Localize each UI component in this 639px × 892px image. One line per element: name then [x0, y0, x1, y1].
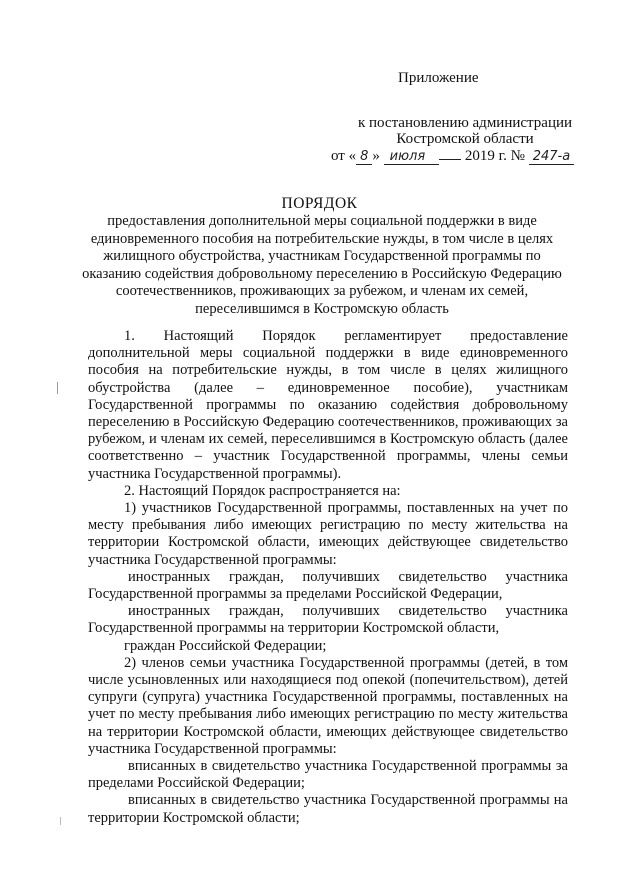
document-body: [88, 328, 568, 827]
date-blank: [439, 147, 461, 160]
document-subtitle: предоставления дополнительной меры социальной поддержки в виде единовременного пособия на потребительские нужды, в том числе в целях жилищного обустройства, участникам Государственной программы по оказанию содействия добровольному переселению в Российскую Федерацию соотечественников, проживающих за рубежом, и членам их семей, переселившимся в Костромскую область: [82, 213, 562, 317]
decree-number: 247-а: [529, 150, 574, 165]
paragraph: граждан Российской Федерации;: [124, 637, 327, 654]
paragraph: иностранных граждан, получивших свидетельство участника Государственной программы на территории Костромской области,: [88, 603, 568, 637]
date-year: 2019 г. №: [464, 148, 525, 164]
decree-line-2: Костромской области: [396, 131, 534, 147]
paragraph: 1) участников Государственной программы, поставленных на учет по месту пребывания либо имеющих регистрацию по месту жительства на территории Костромской области, имеющих действующее свидетельство участника Государственной программы:: [88, 500, 568, 568]
decree-line-1: к постановлению администрации: [357, 115, 573, 131]
paragraph: 2) членов семьи участника Государственной программы (детей, в том числе усыновленных или находящиеся под опекой (попечительством), детей супруги (супруга) участника Государственной программы, поставленных на учет по месту пребывания либо имеющих регистрацию по месту жительства на территории Костромской области, имеющих действующее свидетельство участника Государственной программы:: [88, 654, 568, 757]
paragraph: 1. Настоящий Порядок регламентирует предоставление дополнительной меры социальной поддержки в виде единовременного пособия на потребительские нужды, в том числе в целях жилищного обустройства (далее – единовременное пособие), участникам Государственной программы по оказанию содействия добровольному переселению в Российскую Федерацию соотечественников, проживающих за рубежом, и членам их семей, переселившимся в Костромскую область (далее соответственно – участник Государственной программы, члены семьи участника Государственной программы).: [88, 328, 568, 482]
margin-mark: [57, 382, 58, 394]
paragraph: 2. Настоящий Порядок распространяется на:: [124, 482, 401, 499]
paragraph: вписанных в свидетельство участника Государственной программы на территории Костромской области;: [88, 792, 568, 826]
paragraph: вписанных в свидетельство участника Государственной программы за пределами Российской Федерации;: [88, 758, 568, 792]
date-prefix: от «: [331, 148, 357, 164]
margin-mark: [60, 817, 61, 825]
date-month: июля: [384, 150, 440, 165]
decree-date-line: [331, 147, 574, 165]
appendix-title: Приложение: [398, 70, 479, 86]
document-title: ПОРЯДОК: [281, 195, 358, 212]
date-mid: »: [372, 148, 380, 164]
date-day: 8: [356, 150, 372, 165]
paragraph: иностранных граждан, получивших свидетельство участника Государственной программы за пределами Российской Федерации,: [88, 568, 568, 603]
